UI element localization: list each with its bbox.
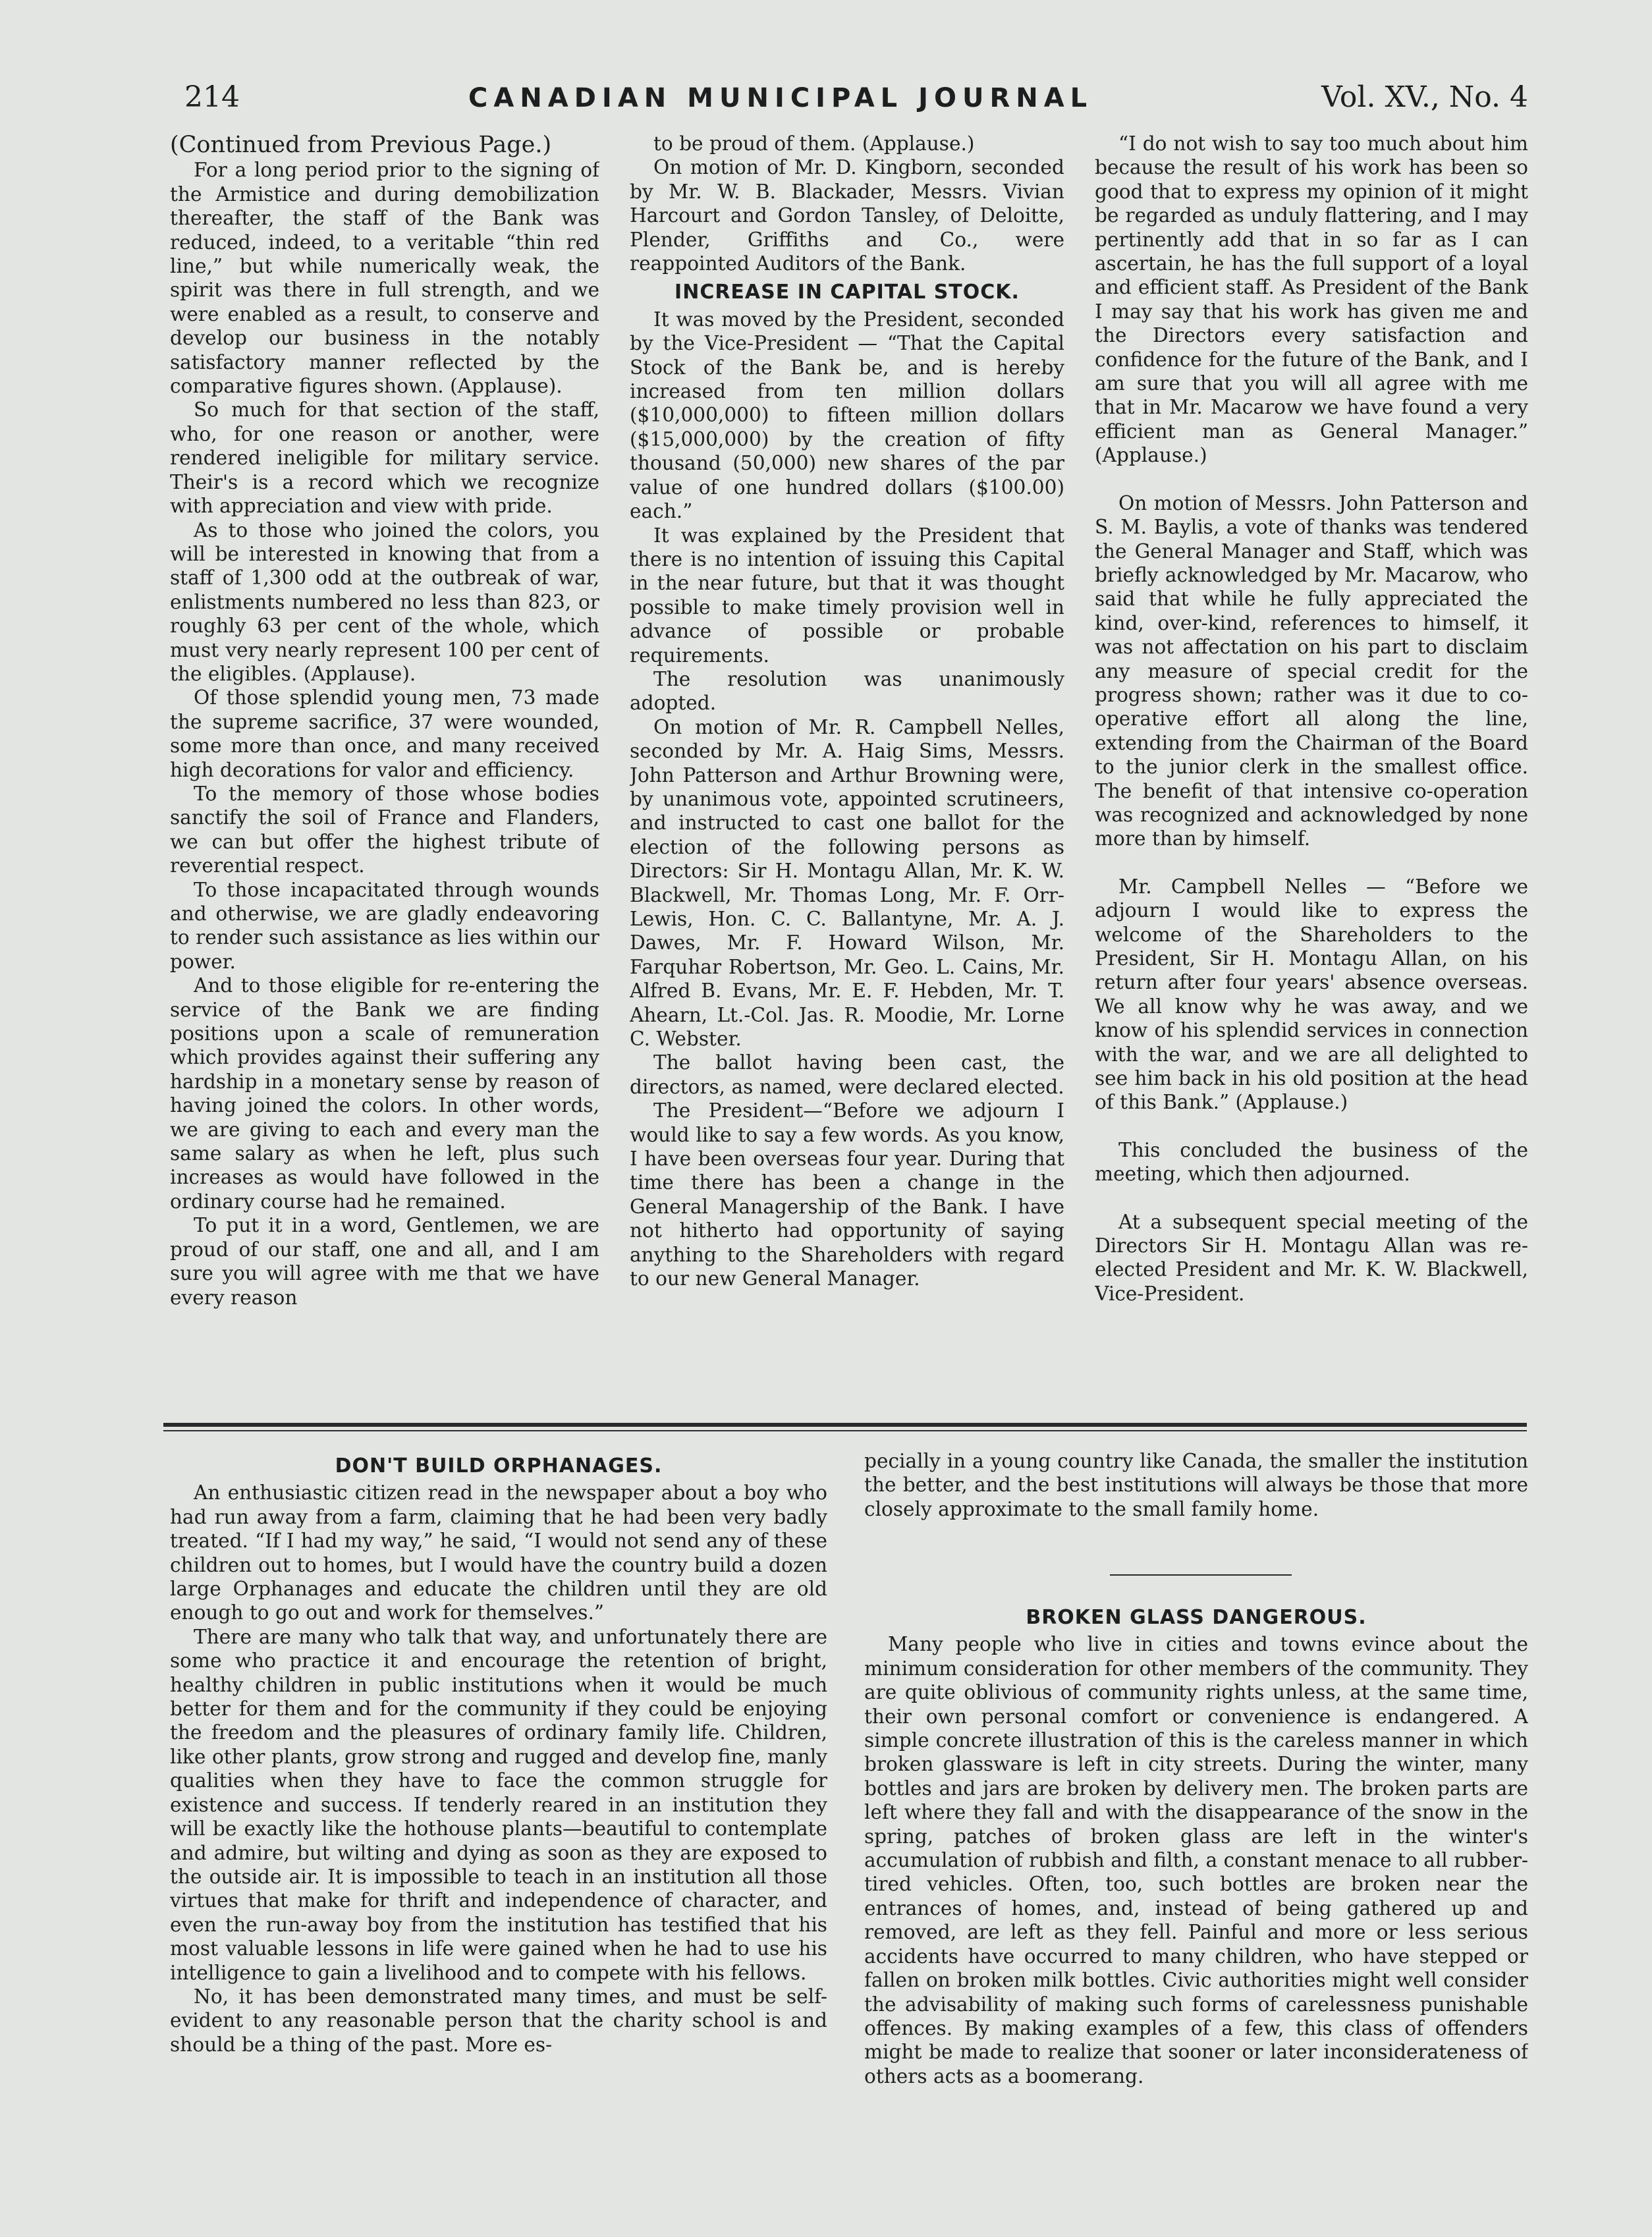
paragraph: The ballot having been cast, the directors, as named, were declared elected. xyxy=(630,1051,1064,1098)
continued-note: (Continued from Previous Page.) xyxy=(170,133,552,158)
paragraph: It was moved by the President, seconded by the Vice-President — “That the Capital Stock of the Bank be, and is hereby increased from ten million dollars ($10,000,000) to fifteen million dollars ($15,000,000) by the creation of fifty thousand (50,000) new shares of the par value of one hundred dollars ($100.00) each.” xyxy=(630,308,1064,523)
paragraph: Of those splendid young men, 73 made the supreme sacrifice, 37 were wounded, some more than once, and many received high decorations for valor and efficiency. xyxy=(170,686,599,781)
orphanages-article-continued xyxy=(864,1449,1528,1568)
section-divider-thin xyxy=(163,1430,1527,1431)
paragraph: On motion of Mr. R. Campbell Nelles, seconded by Mr. A. Haig Sims, Messrs. John Patterson and Arthur Browning were, by unanimous vote, appointed scrutineers, and instructed to cast one ballot for the election of the following persons as Directors: Sir H. Montagu Allan, Mr. K. W. Blackwell, Mr. Thomas Long, Mr. F. Orr-Lewis, Hon. C. C. Ballantyne, Mr. A. J. Dawes, Mr. F. Howard Wilson, Mr. Farquhar Robertson, Mr. Geo. L. Cains, Mr. Alfred B. Evans, Mr. E. F. Hebden, Mr. T. Ahearn, Lt.-Col. Jas. R. Moodie, Mr. Lorne C. Webster. xyxy=(630,715,1064,1051)
paragraph: On motion of Messrs. John Patterson and S. M. Baylis, a vote of thanks was tendered the General Manager and Staff, which was briefly acknowledged by Mr. Macarow, who said that while he fully appreciated the kind, over-kind, references to himself, it was not affectation on his part to disclaim any measure of special credit for the progress shown; rather was it due to co-operative effort all along the line, extending from the Chairman of the Board to the junior clerk in the smallest office. The benefit of that intensive co-operation was recognized and acknowledged by none more than by himself. xyxy=(1095,491,1528,850)
article-heading: DON'T BUILD ORPHANAGES. xyxy=(335,1454,663,1478)
page-number: 214 xyxy=(184,80,240,114)
paragraph: pecially in a young country like Canada, the smaller the institution the better, and the best institutions will always be those that more closely approximate to the small family home. xyxy=(864,1450,1528,1520)
paragraph: No, it has been demonstrated many times, and must be self-evident to any reasonable person that the charity school is and should be a thing of the past. More es- xyxy=(170,1985,827,2056)
paragraph: “I do not wish to say too much about him because the result of his work has been so good that to express my opinion of it might be regarded as unduly flattering, and I may pertinently add that in so far as I can ascertain, he has the full support of a loyal and efficient staff. As President of the Bank I may say that his work has given me and the Directors every satisfaction and confidence for the future of the Bank, and I am sure that you will all agree with me that in Mr. Macarow we have found a very efficient man as General Manager.” (Applause.) xyxy=(1095,132,1528,467)
article-column-1 xyxy=(170,133,599,1414)
paragraph: To put it in a word, Gentlemen, we are proud of our staff, one and all, and I am sure you will agree with me that we have every reason xyxy=(170,1214,599,1309)
paragraph: The President—“Before we adjourn I would like to say a few words. As you know, I have been overseas four year. During that time there has been a change in the General Managership of the Bank. I have not hitherto had opportunity of saying anything to the Shareholders with regard to our new General Manager. xyxy=(630,1099,1064,1290)
article-column-2 xyxy=(630,132,1064,1414)
paragraph: On motion of Mr. D. Kingborn, seconded by Mr. W. B. Blackader, Messrs. Vivian Harcourt and Gordon Tansley, of Deloitte, Plender, Griffiths and Co., were reappointed Auditors of the Bank. xyxy=(630,156,1064,275)
journal-title: CANADIAN MUNICIPAL JOURNAL xyxy=(468,83,1093,113)
paragraph: So much for that section of the staff, who, for one reason or another, were rendered ineligible for military service. Their's is a record which we recognize with appreciation and view with pride. xyxy=(170,399,599,518)
article-heading: BROKEN GLASS DANGEROUS. xyxy=(1026,1606,1367,1629)
paragraph: This concluded the business of the meeting, which then adjourned. xyxy=(1095,1138,1528,1186)
paragraph: And to those eligible for re-entering the service of the Bank we are finding positions upon a scale of remuneration which provides against their suffering any hardship in a monetary sense by reason of having joined the colors. In other words, we are giving to each and every man the same salary as when he left, plus such increases as would have followed in the ordinary course had he remained. xyxy=(170,974,599,1213)
paragraph: The resolution was unanimously adopted. xyxy=(630,667,1064,715)
page-header xyxy=(184,80,1528,126)
paragraph: It was explained by the President that there is no intention of issuing this Capital in the near future, but that it was thought possible to make timely provision well in advance of possible or probable requirements. xyxy=(630,524,1064,667)
paragraph: Many people who live in cities and towns evince about the minimum consideration for other members of the community. They are quite oblivious of community rights unless, at the same time, their own personal comfort or convenience is endangered. A simple concrete illustration of this is the careless manner in which broken glassware is left in city streets. During the winter, many bottles and jars are broken by delivery men. The broken parts are left where they fall and with the disappearance of the snow in the spring, patches of broken glass are left in the winter's accumulation of rubbish and filth, a constant menace to all rubber-tired vehicles. Often, too, such bottles are broken near the entrances of homes, and, instead of being gathered up and removed, are left as they fell. Painful and more or less serious accidents have occurred to many children, who have stepped or fallen on broken milk bottles. Civic authorities might well consider the advisability of making such forms of carelessness punishable offences. By making examples of a few, this class of offenders might be made to realize that sooner or later inconsiderateness of others acts as a boomerang. xyxy=(864,1633,1528,2087)
paragraph: To those incapacitated through wounds and otherwise, we are gladly endeavoring to render such assistance as lies within our power. xyxy=(170,878,599,973)
paragraph: An enthusiastic citizen read in the newspaper about a boy who had run away from a farm, claiming that he had been very badly treated. “If I had my way,” he said, “I would not send any of these children out to homes, but I would have the country build a dozen large Orphanages and educate the children until they are old enough to go out and work for themselves.” xyxy=(170,1481,827,1624)
paragraph: to be proud of them. (Applause.) xyxy=(653,132,975,155)
broken-glass-article xyxy=(864,1601,1528,2174)
paragraph: To the memory of those whose bodies sanctify the soil of France and Flanders, we can but offer the highest tribute of reverential respect. xyxy=(170,782,599,877)
paragraph: As to those who joined the colors, you will be interested in knowing that from a staff of 1,300 odd at the outbreak of war, enlistments numbered no less than 823, or roughly 63 per cent of the whole, which must very nearly represent 100 per cent of the eligibles. (Applause). xyxy=(170,518,599,685)
section-heading: INCREASE IN CAPITAL STOCK. xyxy=(675,281,1020,304)
orphanages-article xyxy=(170,1449,827,2154)
paragraph: There are many who talk that way, and unfortunately there are some who practice it and encourage the retention of bright, healthy children in public institutions when it would be much better for them and for the community if they could be enjoying the freedom and the pleasures of ordinary family life. Children, like other plants, grow strong and rugged and develop fine, manly qualities when they have to face the common struggle for existence and success. If tenderly reared in an institution they will be exactly like the hothouse plants—beautiful to contemplate and admire, but wilting and dying as soon as they are exposed to the outside air. It is impossible to teach in an institution all those virtues that make for thrift and independence of character, and even the run-away boy from the institution has testified that his most valuable lessons in life were gained when he had to use his intelligence to gain a livelihood and to compete with his fellows. xyxy=(170,1625,827,1984)
section-divider xyxy=(163,1423,1527,1427)
paragraph: At a subsequent special meeting of the Directors Sir H. Montagu Allan was re-elected President and Mr. K. W. Blackwell, Vice-President. xyxy=(1095,1210,1528,1305)
volume-number: Vol. XV., No. 4 xyxy=(1321,80,1528,114)
paragraph: Mr. Campbell Nelles — “Before we adjourn I would like to express the welcome of the Shareholders to the President, Sir H. Montagu Allan, on his return after four years' absence overseas. We all know why he was away, and we know of his splendid services in connection with the war, and we are all delighted to see him back in his old position at the head of this Bank.” (Applause.) xyxy=(1095,875,1528,1114)
paragraph: For a long period prior to the signing of the Armistice and during demobilization thereafter, the staff of the Bank was reduced, indeed, to a veritable “thin red line,” but while numerically weak, the spirit was there in full strength, and we were enabled as a result, to conserve and develop our business in the notably satisfactory manner reflected by the comparative figures shown. (Applause). xyxy=(170,159,599,398)
article-separator xyxy=(1110,1574,1292,1576)
article-column-3 xyxy=(1095,132,1528,1414)
